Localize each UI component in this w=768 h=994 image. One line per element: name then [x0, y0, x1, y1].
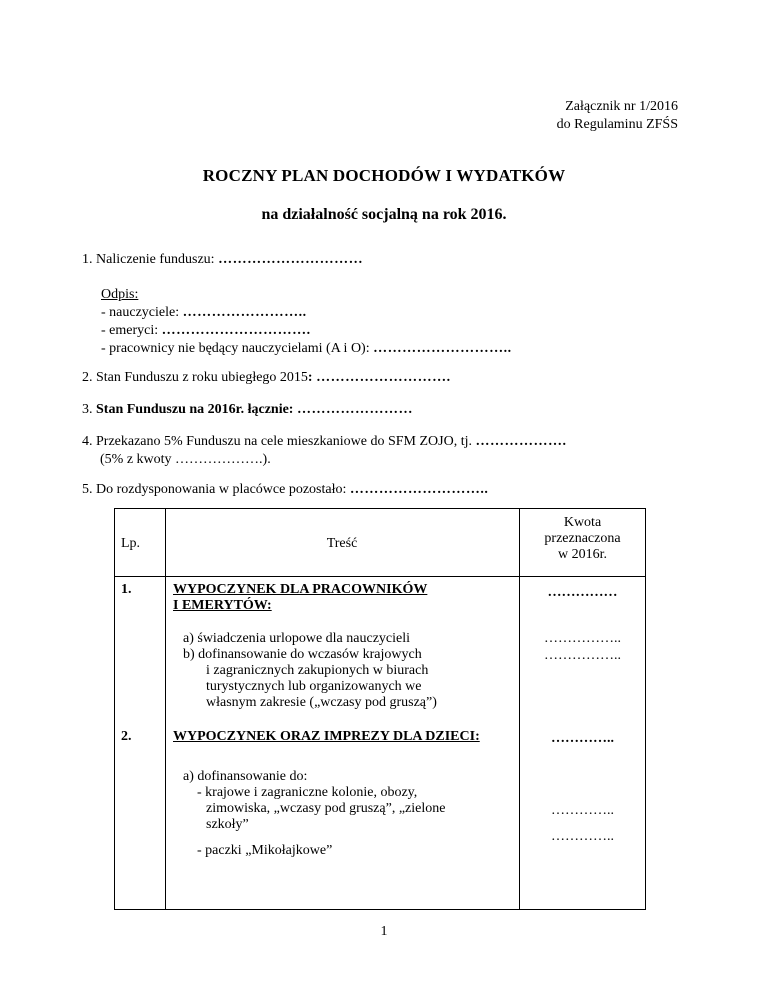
attachment-line-1: Załącznik nr 1/2016 — [565, 99, 678, 114]
header-divider — [115, 576, 645, 577]
row-1-b-amount: …………….. — [544, 648, 621, 663]
row-2-a1: - krajowe i zagraniczne kolonie, obozy, zimowiska, „wczasy pod gruszą”, „zielone szkoły” — [197, 785, 446, 832]
column-divider-1 — [165, 509, 166, 909]
row-1-amount: …………… — [547, 585, 618, 600]
attachment-note — [557, 98, 678, 134]
item-5: 5. Do rozdysponowania w placówce pozostało: ……………………….. — [82, 482, 489, 497]
row-2-a2: - paczki „Mikołajkowe” — [197, 843, 333, 858]
document-title: ROCZNY PLAN DOCHODÓW I WYDATKÓW — [202, 166, 566, 185]
item-1-dots: ………………………… — [218, 252, 364, 267]
row-2-a2-amount: ………….. — [551, 829, 614, 844]
item-5-dots: ……………………….. — [349, 482, 489, 497]
row-2-a: a) dofinansowanie do: — [183, 769, 308, 784]
row-2-amount: ………….. — [551, 731, 614, 746]
odpis-teachers: - nauczyciele: …………………….. — [101, 305, 307, 320]
row-2-title: WYPOCZYNEK ORAZ IMPREZY DLA DZIECI: — [173, 729, 480, 744]
document-subtitle: na działalność socjalną na rok 2016. — [261, 206, 507, 223]
row-1-b: b) dofinansowanie do wczasów krajowych i zagranicznych zakupionych w biurach turystycznych lub organizowanych we własnym zakresie („wczasy pod gruszą”) — [183, 647, 437, 710]
item-2: 2. Stan Funduszu z roku ubiegłego 2015: ………………………. — [82, 370, 451, 385]
item-3: 3. Stan Funduszu na 2016r. łącznie: …………………… — [82, 402, 413, 417]
column-divider-2 — [519, 509, 520, 909]
item-1 — [82, 252, 363, 268]
item-3-dots: …………………… — [296, 402, 413, 417]
item-4: 4. Przekazano 5% Funduszu na cele mieszkaniowe do SFM ZOJO, tj. ………………. — [82, 434, 567, 449]
item-2-dots: ………………………. — [316, 370, 451, 385]
odpis-workers: - pracownicy nie będący nauczycielami (A i O): ……………………….. — [101, 341, 512, 356]
row-1-number: 1. — [121, 582, 132, 597]
row-2-a1-amount: ………….. — [551, 803, 614, 818]
header-kwota: Kwota przeznaczona w 2016r. — [544, 515, 621, 562]
header-lp: Lp. — [121, 536, 141, 551]
header-tresc: Treść — [326, 536, 358, 551]
item-1-label: 1. Naliczenie funduszu: — [82, 252, 219, 267]
plan-table — [114, 508, 646, 910]
item-4-dots: ………………. — [475, 434, 567, 449]
page-number: 1 — [380, 924, 388, 939]
attachment-line-2: do Regulaminu ZFŚS — [556, 117, 678, 132]
item-4-sub: (5% z kwoty ……………….). — [100, 452, 271, 467]
item-3-label: Stan Funduszu na 2016r. łącznie: — [96, 402, 297, 417]
row-1-title: WYPOCZYNEK DLA PRACOWNIKÓW I EMERYTÓW: — [173, 582, 428, 613]
odpis-label: Odpis: — [101, 287, 139, 302]
row-2-number: 2. — [121, 729, 132, 744]
odpis-retirees: - emeryci: …………………………. — [101, 323, 311, 338]
row-1-a: a) świadczenia urlopowe dla nauczycieli — [183, 631, 411, 646]
row-1-a-amount: …………….. — [544, 631, 621, 646]
odpis-block — [101, 286, 512, 358]
